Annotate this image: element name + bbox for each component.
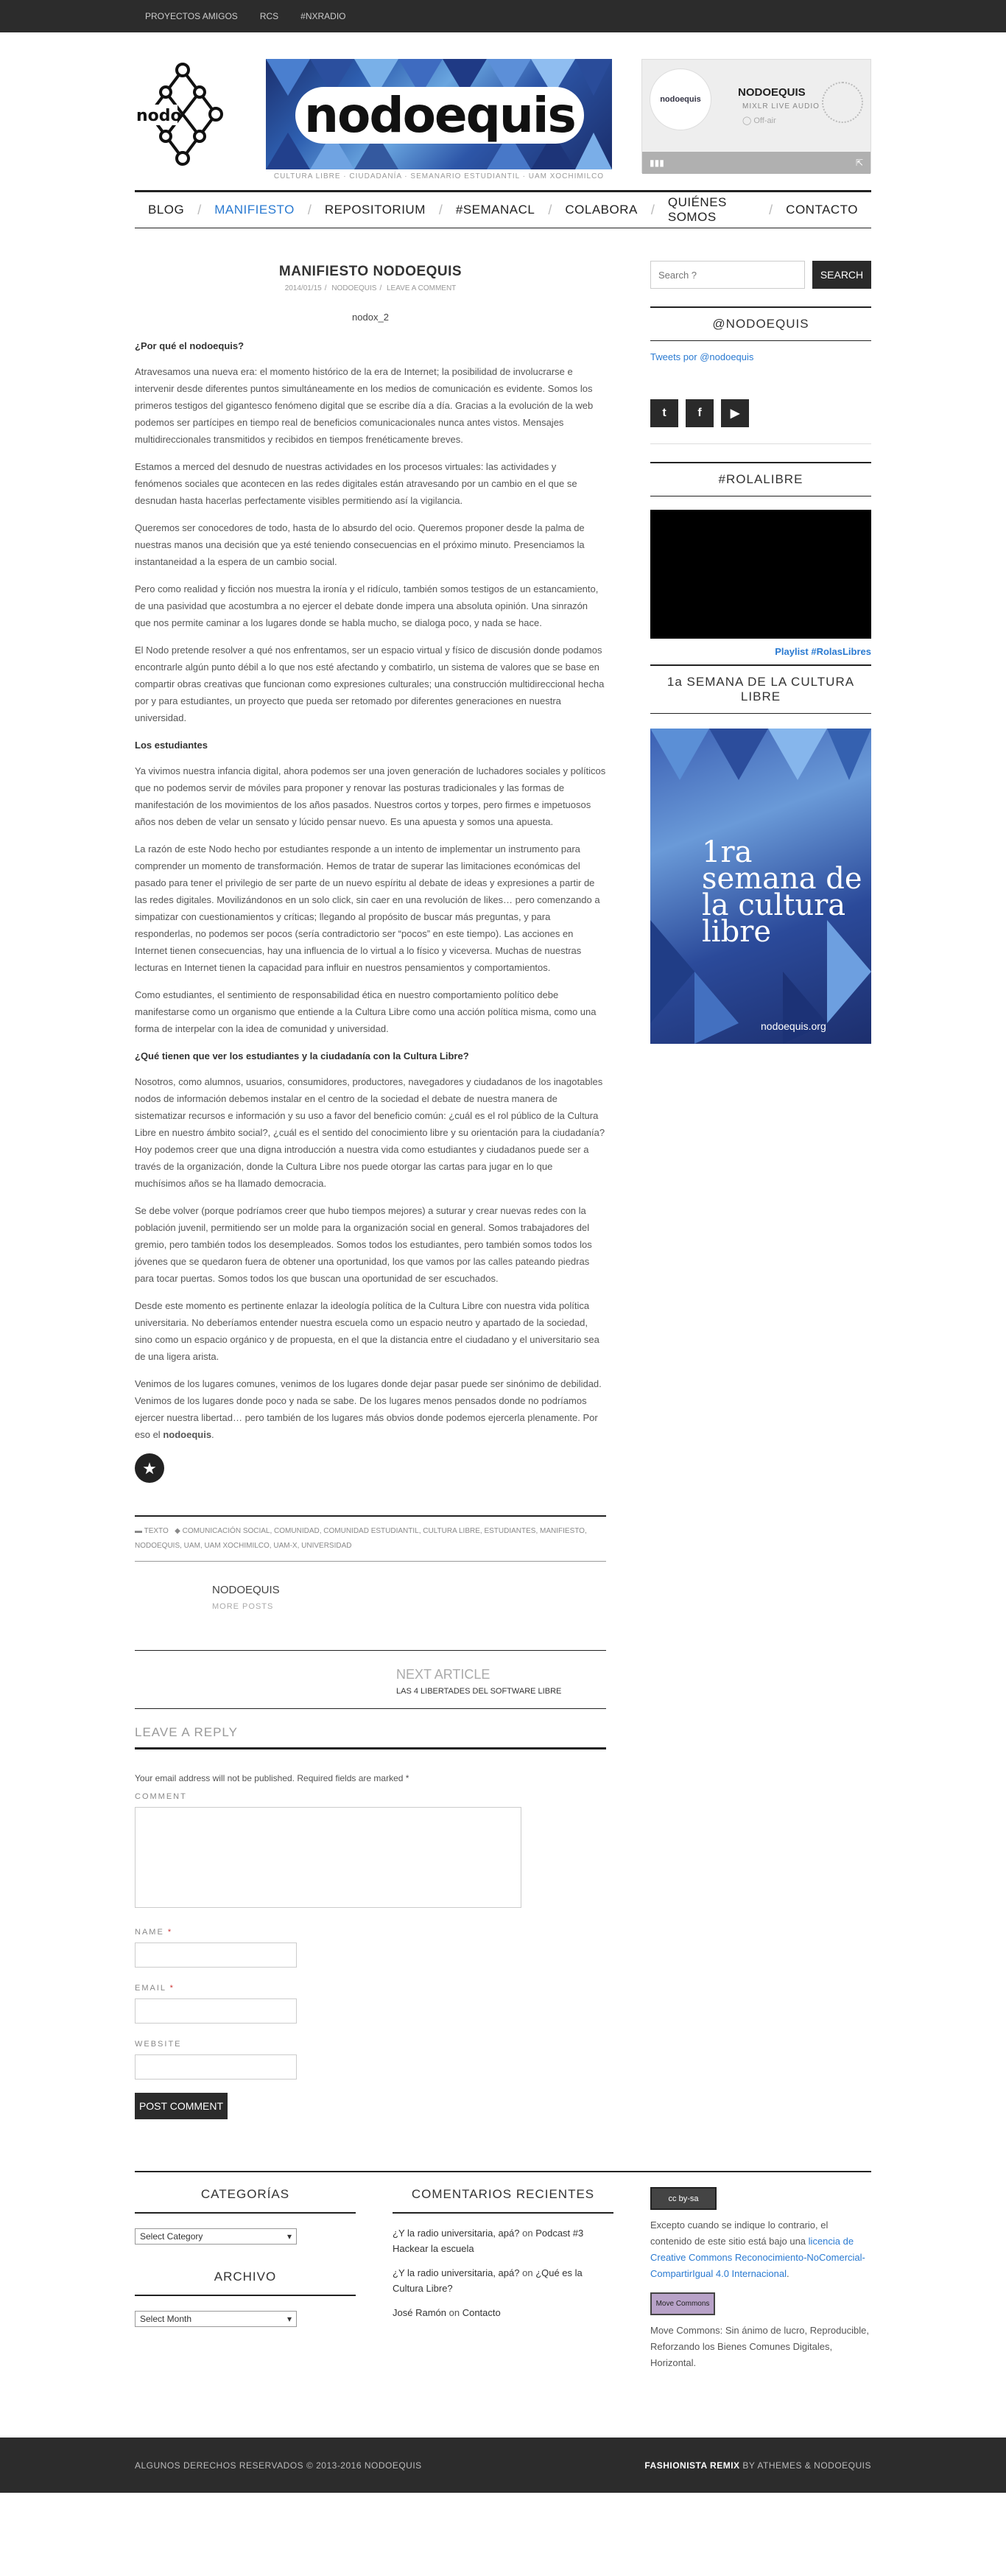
banner-title: nodoequis: [295, 87, 584, 144]
post-date[interactable]: 2014/01/15: [284, 284, 322, 292]
post-comment-button[interactable]: POST COMMENT: [135, 2093, 228, 2119]
mixlr-player[interactable]: [641, 59, 871, 173]
nav-separator: /: [307, 202, 312, 217]
search-button[interactable]: SEARCH: [812, 261, 871, 289]
archive-title: ARCHIVO: [135, 2270, 356, 2296]
comment-label: COMMENT: [135, 1792, 187, 1801]
top-link-proyectos[interactable]: PROYECTOS AMIGOS: [145, 11, 238, 21]
volume-icon[interactable]: ▮▮▮: [650, 158, 664, 168]
top-link-nxradio[interactable]: #NXRADIO: [300, 11, 346, 21]
poster-site: nodoequis.org: [761, 1020, 826, 1032]
website-label: WEBSITE: [135, 2040, 182, 2049]
poster-title: 1ra semana de la cultura libre: [702, 835, 862, 949]
semana-poster[interactable]: [650, 729, 871, 1067]
recent-comments-list: [393, 2225, 613, 2320]
top-link-rcs[interactable]: RCS: [259, 11, 279, 21]
nav-item-semanacl[interactable]: #SEMANACL: [455, 203, 535, 217]
tags-list[interactable]: COMUNICACIÓN SOCIAL, COMUNIDAD, COMUNIDAD ESTUDIANTIL, CULTURA LIBRE, ESTUDIANTES, MANIFIESTO, NODOEQUIS, UAM, UAM XOCHIMILCO, UAM-X, UNIVERSIDAD: [135, 1527, 587, 1550]
paragraph: La razón de este Nodo hecho por estudiantes responde a un intento de implementar un instrumento para comprender un momento de transformación. Hemos de tratar de superar las limitaciones económicas del pasado para tener el privilegio de ser parte de un nuevo espíritu al debate de ideas y expresiones a partir de las redes digitales. Movilizándonos en un solo click, sin caer en una revolución de likes… pero comenzando a simpatizar con cuestionamientos y críticas; llegando al propósito de buscar más preguntas, y para responderlas, no podemos ser pocos (sería contradictorio ser “pocos” en este tiempo). Las acciones en Internet tienen consecuencias, hay una influencia de lo virtual a lo físico y viceversa. Muchas de nuestras lecturas en Internet tienen la capacidad para influir en nuestros pensamientos y comportamientos.: [135, 843, 600, 973]
next-article-link[interactable]: LAS 4 LIBERTADES DEL SOFTWARE LIBRE: [396, 1687, 562, 1696]
section-heading: ¿Por qué el nodoequis?: [135, 340, 245, 351]
star-badge-icon: ★: [135, 1453, 164, 1483]
paragraph: Nosotros, como alumnos, usuarios, consumidores, productores, navegadores y ciudadanos de los inagotables nodos de información debemos instalar en el centro de la sociedad el debate de nuestra manera de sistematizar recursos e información y su uso a favor del beneficio común: ¿cuál es el rol público de la Cultura Libre en nuestro ámbito social?, ¿cuál es el sentido del conocimiento libre y su orientación para la ciudadanía? Hoy podemos creer que una digna introducción a nuestra vida como estudiantes y ciudadanos puede ser a través de la organización, donde la Cultura Libre nos puede otorgar las cartas para jugar en lo que muchísimos años se ha llamado democracia.: [135, 1076, 605, 1189]
paragraph: Desde este momento es pertinente enlazar la ideología política de la Cultura Libre con nuestra vida política universitaria. No deberíamos entender nuestra escuela como un espacio neutro y apartado de la sociedad, sino como un espacio orgánico y de propuesta, en el que la distancia entre el ciudadano y el universitario sea de una ligera arista.: [135, 1300, 599, 1362]
post-author[interactable]: NODOEQUIS: [331, 284, 377, 292]
post-taxonomy: [135, 1515, 606, 1562]
post-navigation: [135, 1650, 606, 1709]
paragraph: Queremos ser conocedores de todo, hasta de lo absurdo del ocio. Queremos proponer desde la palma de nuestras manos una decisión que ya esté teniendo consecuencias en el próximo minuto. Presenciamos la instantaneidad a la espera de un cambio social.: [135, 522, 585, 567]
player-bar: [642, 152, 870, 174]
paragraph: Atravesamos una nueva era: el momento histórico de la era de Internet; la posibilidad de involucrarse e intervenir desde diferentes puntos simultáneamente en los medios de comunicación es evidente. Somos los primeros testigos del gigantesco fenómeno digital que se escribe día a día. Gracias a la evolución de la web podemos ser partícipes en tiempo real de beneficios comunicacionales nunca antes vistos. Mensajes multidireccionales transmitidos y recibidos en tiempos frenéticamente breves.: [135, 366, 594, 445]
poster-sponsors: [650, 1044, 871, 1067]
nav-item-colabora[interactable]: COLABORA: [565, 203, 638, 217]
search-form: [650, 261, 871, 289]
search-input[interactable]: [650, 261, 805, 289]
theme-credit: FASHIONISTA REMIX BY ATHEMES & NODOEQUIS: [644, 2460, 871, 2471]
main-nav: [135, 190, 871, 228]
reply-note: Your email address will not be published. Required fields are marked *: [135, 1773, 409, 1783]
twitter-widget-title: @NODOEQUIS: [650, 306, 871, 341]
website-field[interactable]: [135, 2054, 297, 2080]
site-header: [135, 59, 871, 192]
nav-separator: /: [197, 202, 202, 217]
facebook-icon[interactable]: f: [686, 399, 714, 427]
paragraph: Venimos de los lugares comunes, venimos de los lugares donde dejar pasar puede ser sinónimo de debilidad. Venimos de los lugares donde poco y nada se sabe. De los lugares menos pensados donde no podríamos ejercer nuestra libertad… pero también de los lugares más obvios donde podemos ejercerla plenamente. Por eso el nodoequis.: [135, 1378, 602, 1440]
paragraph: Como estudiantes, el sentimiento de responsabilidad ética en nuestro comportamiento político debe manifestarse como un organismo que entiende a la Cultura Libre como una acción política misma, como una forma de interpelar con la idea de comunidad y universidad.: [135, 989, 597, 1034]
popout-icon[interactable]: ⇱: [855, 158, 863, 168]
category-link[interactable]: TEXTO: [144, 1527, 169, 1535]
rolalibre-widget-title: #ROLALIBRE: [650, 462, 871, 496]
social-icons: [650, 399, 871, 444]
player-status: ◯ Off-air: [742, 116, 776, 125]
main-content: [135, 264, 606, 2119]
footer-col-license: [650, 2187, 871, 2384]
youtube-icon[interactable]: ▶: [721, 399, 749, 427]
site-tagline: CULTURA LIBRE · CIUDADANÍA · SEMANARIO ESTUDIANTIL · UAM XOCHIMILCO: [273, 172, 605, 180]
sidebar: [650, 264, 871, 2119]
paragraph: Estamos a merced del desnudo de nuestras actividades en los procesos virtuales: las actividades y fenómenos sociales que acontecen en las redes digitales están atravesando por un cambio en el que se desnudan hasta hacerlas perfectamente visibles permitiendo así la vigilancia.: [135, 461, 577, 506]
tag-icon: ◆: [175, 1527, 180, 1535]
header-banner[interactable]: [266, 59, 612, 169]
license-link[interactable]: licencia de Creative Commons Reconocimiento-NoComercial-CompartirIgual 4.0 Internacional: [650, 2236, 865, 2279]
post-title: MANIFIESTO NODOEQUIS: [278, 264, 462, 279]
nav-separator: /: [438, 202, 443, 217]
section-heading: Los estudiantes: [135, 740, 208, 751]
archive-select[interactable]: Select Month ▾: [135, 2311, 297, 2327]
categories-title: CATEGORÍAS: [135, 2187, 356, 2214]
paragraph: El Nodo pretende resolver a qué nos enfrentamos, ser un espacio virtual y físico de discusión donde podamos encontrarle algún punto débil a lo que nos esté afectando y combatirlo, un sistema de valores que se base en compartir obras creativas que funcionan como expresiones culturales; una construcción multidireccional hecha por y para estudiantes, un proyecto que pueda ser retomado por diferentes generaciones en nuestra universidad.: [135, 645, 605, 723]
email-label: EMAIL *: [135, 1984, 175, 1993]
license-text: Excepto cuando se indique lo contrario, el contenido de este sitio está bajo una licencia de Creative Commons Reconocimiento-NoComercial-CompartirIgual 4.0 Internacional.: [650, 2219, 865, 2279]
nav-item-contacto[interactable]: CONTACTO: [786, 203, 858, 217]
category-select[interactable]: Select Category ▾: [135, 2228, 297, 2245]
post-body: [135, 337, 606, 1483]
footer-widgets: [135, 2171, 871, 2384]
list-item: ¿Y la radio universitaria, apá? on ¿Qué es la Cultura Libre?: [393, 2267, 583, 2294]
next-article-label: NEXT ARTICLE: [396, 1667, 490, 1682]
reply-title: LEAVE A REPLY: [135, 1725, 606, 1749]
playlist-link[interactable]: Playlist #RolasLibres: [775, 646, 871, 657]
player-name: NODOEQUIS: [738, 86, 806, 99]
paragraph: Se debe volver (porque podríamos creer que hubo tiempos mejores) a suturar y crear nuevas redes con la población juvenil, permitiendo ser un molde para la organización social en general. Somos trabajadores del gremio, pero también todos los desempleados. Somos todos los estudiantes, pero también somos todos los jóvenes que se quedaron fuera de obtener una oportunidad, los que vamos por las calles pateando piedras para tocar puertas. Somos todos los que buscan una oportunidad de ser escuchados.: [135, 1205, 592, 1284]
recent-comments-title: COMENTARIOS RECIENTES: [393, 2187, 613, 2214]
svg-text:nodo: nodo: [136, 107, 182, 125]
player-dots-icon: [822, 82, 863, 123]
nav-item-manifiesto[interactable]: MANIFIESTO: [214, 203, 295, 217]
cc-license-badge[interactable]: cc by-sa: [650, 2187, 717, 2210]
email-field[interactable]: [135, 1998, 297, 2024]
twitter-icon[interactable]: t: [650, 399, 678, 427]
nav-item-quienes-somos[interactable]: QUIÉNES SOMOS: [667, 195, 727, 224]
site-logo[interactable]: [135, 59, 231, 173]
top-bar: [0, 0, 1006, 32]
footer-col-comments: [393, 2187, 613, 2384]
player-subtitle: MIXLR LIVE AUDIO: [742, 102, 820, 110]
player-logo: nodoequis: [650, 69, 711, 130]
semana-widget-title: 1a SEMANA DE LA CULTURA LIBRE: [650, 664, 871, 714]
nav-item-repositorium[interactable]: REPOSITORIUM: [324, 203, 426, 217]
paragraph: Ya vivimos nuestra infancia digital, ahora podemos ser una joven generación de luchadores sociales y políticos que no podemos servir de móviles para proponer y renovar las posturas tradicionales y las formas de manifestación de los movimientos de los años pasados. Nuestros cortos y torpes, pero firmes e impetuosos años nos deben de velar un sensato y lúcido pensar nuevo. Es una apuesta y somos una apuesta.: [135, 765, 606, 827]
footer-col-categories: [135, 2187, 356, 2384]
list-item: José Ramón on Contacto: [393, 2307, 501, 2318]
folder-icon: ▬: [135, 1527, 142, 1535]
nav-separator: /: [548, 202, 552, 217]
name-label: NAME *: [135, 1928, 173, 1937]
twitter-timeline-link[interactable]: Tweets por @nodoequis: [650, 351, 754, 362]
chevron-down-icon: ▾: [286, 2314, 292, 2324]
name-field[interactable]: [135, 1942, 297, 1968]
section-heading: ¿Qué tienen que ver los estudiantes y la ciudadanía con la Cultura Libre?: [135, 1050, 469, 1061]
nav-item-blog[interactable]: BLOG: [148, 203, 185, 217]
author-name[interactable]: NODOEQUIS: [212, 1584, 280, 1596]
author-box: [135, 1584, 606, 1650]
list-item: ¿Y la radio universitaria, apá? on Podcast #3 Hackear la escuela: [393, 2228, 584, 2254]
move-commons-badge[interactable]: Move Commons: [650, 2292, 715, 2315]
nav-separator: /: [769, 202, 773, 217]
chevron-down-icon: ▾: [286, 2231, 292, 2242]
comment-textarea[interactable]: [135, 1807, 521, 1908]
copyright: ALGUNOS DERECHOS RESERVADOS © 2013-2016 NODOEQUIS: [135, 2460, 422, 2471]
more-posts-link[interactable]: MORE POSTS: [212, 1602, 274, 1611]
nav-separator: /: [650, 202, 655, 217]
leave-comment-link[interactable]: LEAVE A COMMENT: [387, 284, 457, 292]
paragraph: Pero como realidad y ficción nos muestra la ironía y el ridículo, también somos testigos de un estancamiento, de una pasividad que acostumbra a no ejercer el debate donde impera una absoluta opinión. Una sinrazón que nos permite caminar a los lugares donde se habla mucho, se dialoga poco, y nada se hace.: [135, 583, 599, 628]
bottom-bar: [0, 2438, 1006, 2493]
post-image-caption: nodox_2: [352, 312, 389, 323]
move-commons-text: Move Commons: Sin ánimo de lucro, Reproducible, Reforzando los Bienes Comunes Digitales, Horizontal.: [650, 2325, 869, 2368]
post-meta: 2014/01/15 / NODOEQUIS / LEAVE A COMMENT: [284, 284, 457, 292]
video-embed[interactable]: [650, 510, 871, 639]
